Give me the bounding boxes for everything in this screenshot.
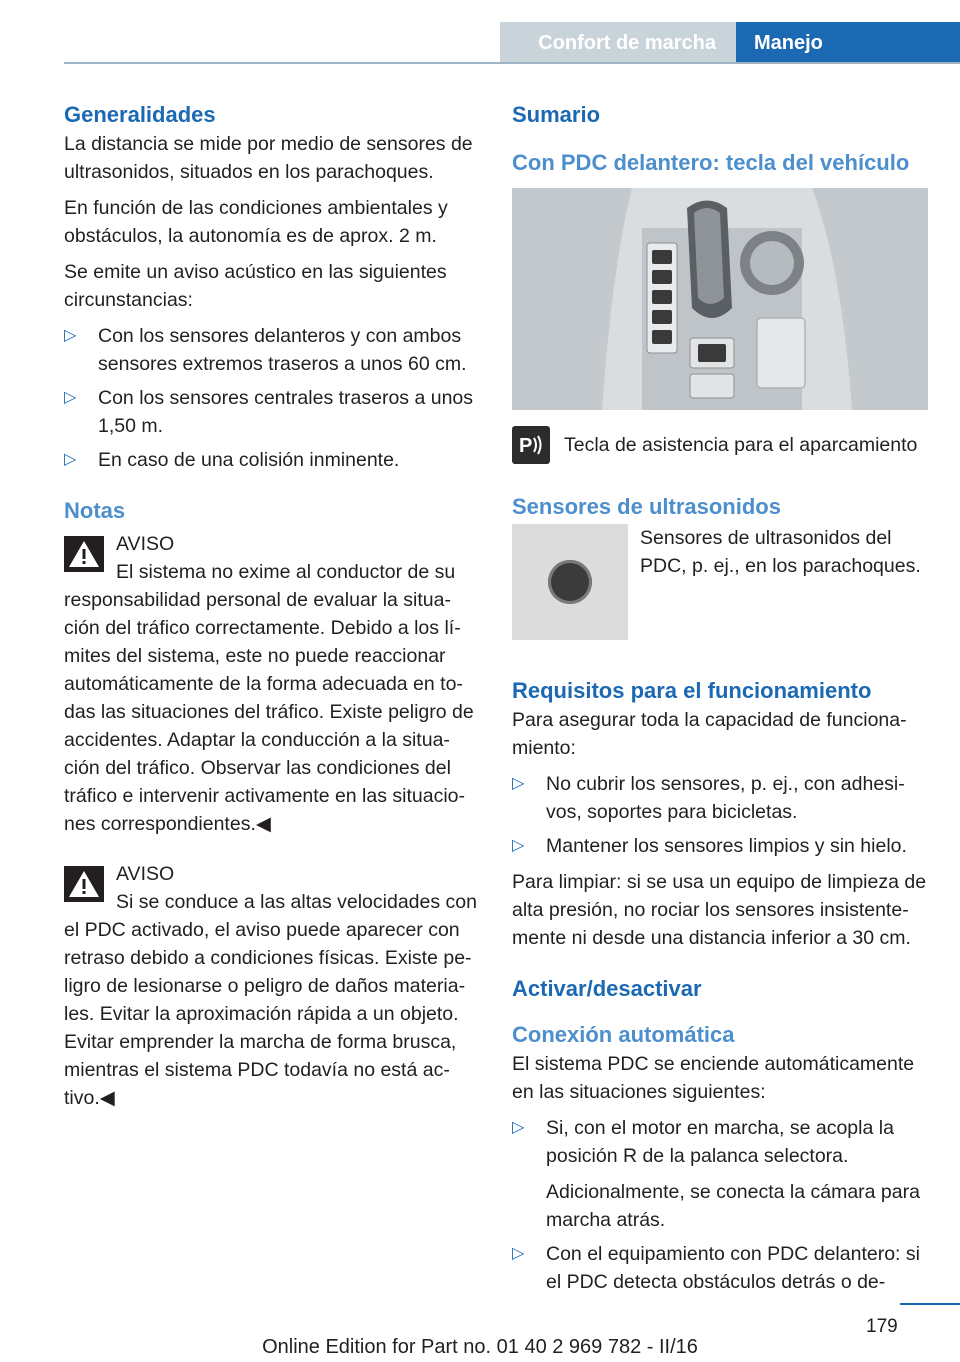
console-photo bbox=[512, 188, 928, 410]
list-item-text: Con el equipamiento con PDC delantero: si el PDC detecta obstáculos detrás o de‐ bbox=[546, 1243, 920, 1293]
sensor-text: Sensores de ultrasonidos del PDC, p. ej., en los parachoques. bbox=[640, 527, 921, 577]
header-section-tab[interactable]: Confort de marcha bbox=[500, 22, 736, 62]
warning-text: Si se conduce a las altas velocidades con el PDC activado, el aviso puede aparecer con retraso debido a condiciones físicas. Existe pe‐ligro de lesionarse o peligro de daños materia‐les. Evitar la aproximación rápida a un objeto. Evitar emprender la marcha de forma brusca, mientras el sistema PDC todavía no está ac‐tivo.◀ bbox=[64, 891, 477, 1109]
paragraph: Para asegurar toda la capacidad de funciona‐miento: bbox=[512, 709, 907, 759]
heading-notas: Notas bbox=[64, 498, 126, 523]
bullet-list bbox=[512, 1114, 928, 1296]
list-item-text: Con los sensores delanteros y con ambos sensores extremos traseros a unos 60 cm. bbox=[98, 325, 467, 375]
list-item-text: Con los sensores centrales traseros a unos 1,50 m. bbox=[98, 387, 474, 437]
bullet-triangle-icon: ▷ bbox=[512, 1245, 525, 1262]
list-item bbox=[512, 832, 928, 860]
warning-icon bbox=[64, 866, 104, 902]
key-label: Tecla de asistencia para el aparcamiento bbox=[564, 434, 918, 456]
page-number: 179 bbox=[866, 1316, 898, 1337]
heading-auto-connect: Conexión automática bbox=[512, 1022, 735, 1047]
sensor-block bbox=[512, 524, 928, 640]
heading-activate: Activar/desactivar bbox=[512, 976, 702, 1001]
list-item bbox=[64, 446, 480, 474]
bullet-list bbox=[64, 322, 480, 474]
list-item-text: Si, con el motor en marcha, se acopla la posición R de la palanca selectora. bbox=[546, 1117, 894, 1167]
list-item-text: Mantener los sensores limpios y sin hielo. bbox=[546, 835, 907, 857]
heading-requirements: Requisitos para el funcionamiento bbox=[512, 678, 872, 703]
pdc-key-row bbox=[512, 426, 928, 464]
bullet-triangle-icon: ▷ bbox=[64, 451, 77, 468]
warning-title: AVISO bbox=[116, 863, 175, 885]
bullet-triangle-icon: ▷ bbox=[512, 775, 525, 792]
bullet-triangle-icon: ▷ bbox=[64, 389, 77, 406]
paragraph: Se emite un aviso acústico en las siguientes circunstancias: bbox=[64, 261, 447, 311]
list-item bbox=[64, 384, 480, 440]
warning-block bbox=[64, 530, 480, 838]
header-rule bbox=[64, 62, 960, 64]
header-chapter-tab[interactable]: Manejo bbox=[736, 22, 960, 62]
bullet-triangle-icon: ▷ bbox=[64, 327, 77, 344]
sensor-photo bbox=[512, 524, 628, 640]
left-column bbox=[64, 100, 480, 1120]
list-item bbox=[512, 770, 928, 826]
bullet-triangle-icon: ▷ bbox=[512, 837, 525, 854]
right-column bbox=[512, 100, 928, 1304]
footer-rule bbox=[900, 1303, 960, 1305]
center-console-illustration bbox=[512, 188, 928, 410]
heading-sensors: Sensores de ultrasonidos bbox=[512, 494, 781, 519]
list-item-extra-text: Adicionalmente, se conecta la cámara para marcha atrás. bbox=[546, 1181, 920, 1231]
bullet-triangle-icon: ▷ bbox=[512, 1119, 525, 1136]
bullet-list bbox=[512, 770, 928, 860]
warning-title: AVISO bbox=[116, 533, 175, 555]
paragraph: En función de las condiciones ambientales y obstáculos, la autonomía es de aprox. 2 m. bbox=[64, 197, 448, 247]
edition-footer: Online Edition for Part no. 01 40 2 969 782 - II/16 bbox=[262, 1336, 698, 1358]
paragraph: La distancia se mide por medio de sensores de ultrasonidos, situados en los parachoques. bbox=[64, 133, 473, 183]
parking-assist-key-icon bbox=[512, 426, 550, 464]
svg-text:P: P bbox=[519, 435, 533, 457]
paragraph: El sistema PDC se enciende automáticamente en las situaciones siguientes: bbox=[512, 1053, 915, 1103]
heading-generalidades: Generalidades bbox=[64, 102, 216, 127]
heading-sumario: Sumario bbox=[512, 102, 601, 127]
list-item bbox=[512, 1240, 928, 1296]
list-item-text: En caso de una colisión inminente. bbox=[98, 449, 400, 471]
warning-icon bbox=[64, 536, 104, 572]
list-item-text: No cubrir los sensores, p. ej., con adhesi‐vos, soportes para bicicletas. bbox=[546, 773, 905, 823]
warning-text: El sistema no exime al conductor de su responsabilidad personal de evaluar la situa‐ción del tráfico correctamente. Debido a los lí‐mites del sistema, este no puede reaccionar automáticamente de la forma adecuada en to‐das las situaciones del tráfico. Existe peligro de accidentes. Adaptar la conducción a la situa‐ción del tráfico. Observar las condiciones del tráfico e intervenir activamente en las situacio‐nes correspondientes.◀ bbox=[64, 561, 474, 835]
list-item bbox=[512, 1114, 928, 1234]
ultrasonic-sensor-icon bbox=[548, 560, 592, 604]
paragraph: Para limpiar: si se usa un equipo de limpieza de alta presión, no rociar los sensores insistente‐mente ni desde una distancia inferior a 30 cm. bbox=[512, 871, 927, 949]
list-item bbox=[64, 322, 480, 378]
heading-pdc-front: Con PDC delantero: tecla del vehículo bbox=[512, 150, 910, 175]
warning-block bbox=[64, 860, 480, 1112]
